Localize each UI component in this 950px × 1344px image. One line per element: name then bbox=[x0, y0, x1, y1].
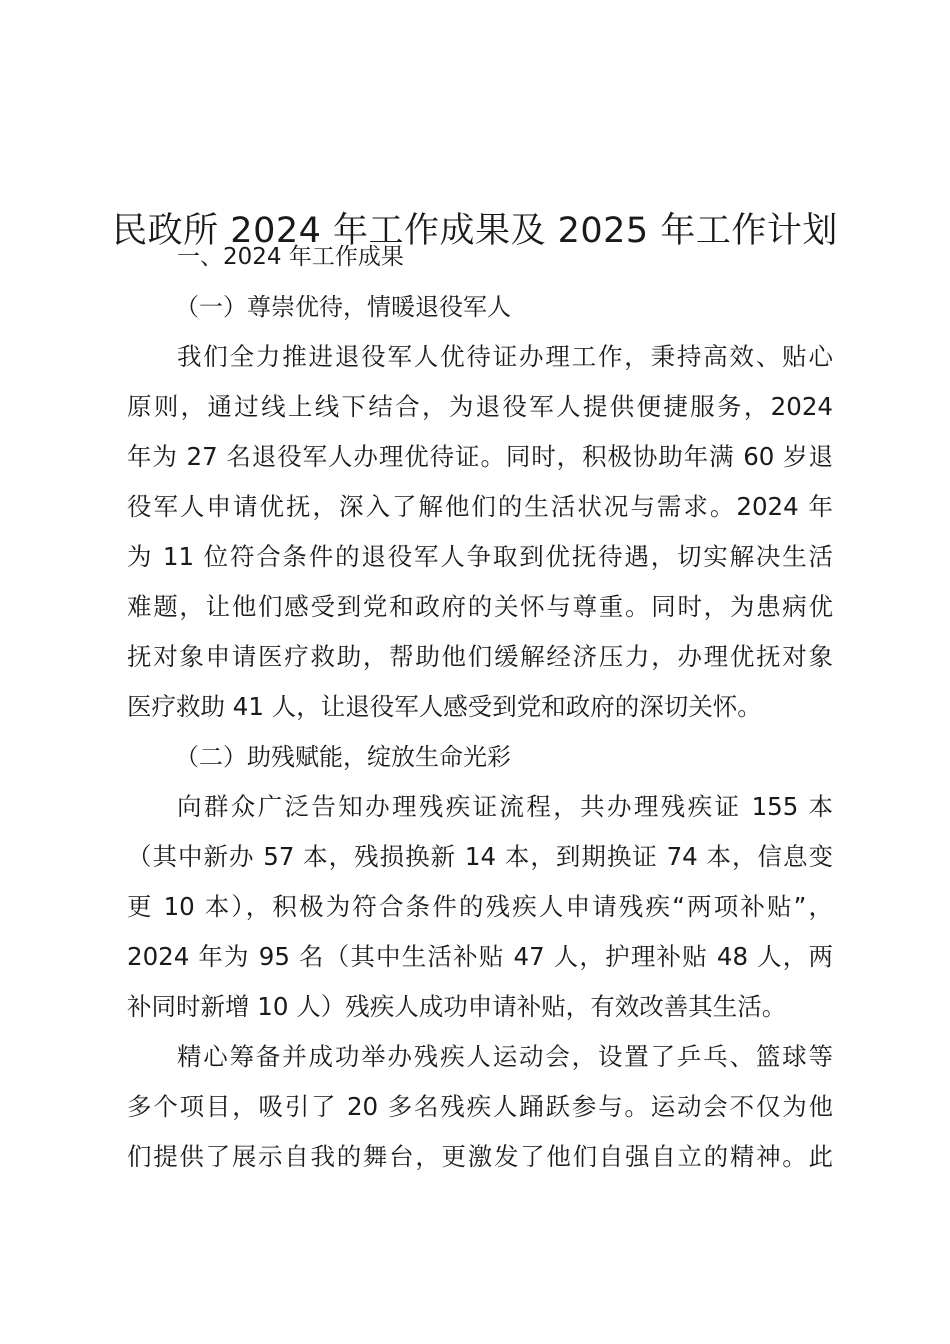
document-title: 民政所 2024 年工作成果及 2025 年工作计划 bbox=[112, 211, 838, 252]
paragraph-line: 难题，让他们感受到党和政府的关怀与尊重。同时，为患病优 bbox=[127, 592, 833, 621]
paragraph-line: 更 10 本），积极为符合条件的残疾人申请残疾“两项补贴”， bbox=[127, 892, 833, 921]
paragraph-disability-certificates bbox=[127, 782, 833, 1032]
paragraph-veterans bbox=[127, 332, 833, 732]
section-heading-1: 一、2024 年工作成果 bbox=[177, 244, 404, 270]
paragraph-line: 原则，通过线上线下结合，为退役军人提供便捷服务，2024 bbox=[127, 392, 833, 421]
document-body bbox=[127, 232, 833, 1182]
paragraph-line: 医疗救助 41 人，让退役军人感受到党和政府的深切关怀。 bbox=[127, 692, 762, 721]
subsection-heading-2: （二）助残赋能，绽放生命光彩 bbox=[175, 743, 511, 771]
paragraph-sports-meeting bbox=[127, 1032, 833, 1182]
paragraph-line: （其中新办 57 本，残损换新 14 本，到期换证 74 本，信息变 bbox=[127, 842, 833, 871]
paragraph-line: 向群众广泛告知办理残疾证流程，共办理残疾证 155 本 bbox=[177, 792, 833, 821]
paragraph-line: 为 11 位符合条件的退役军人争取到优抚待遇，切实解决生活 bbox=[127, 542, 833, 571]
paragraph-line: 精心筹备并成功举办残疾人运动会，设置了乒乓、篮球等 bbox=[177, 1042, 833, 1071]
paragraph-line: 役军人申请优抚，深入了解他们的生活状况与需求。2024 年 bbox=[127, 492, 833, 521]
subsection-heading-1: （一）尊崇优待，情暖退役军人 bbox=[175, 293, 511, 321]
paragraph-line: 补同时新增 10 人）残疾人成功申请补贴，有效改善其生活。 bbox=[127, 992, 787, 1021]
paragraph-line: 我们全力推进退役军人优待证办理工作，秉持高效、贴心 bbox=[177, 342, 833, 371]
paragraph-line: 抚对象申请医疗救助，帮助他们缓解经济压力，办理优抚对象 bbox=[127, 642, 833, 671]
paragraph-line: 们提供了展示自我的舞台，更激发了他们自强自立的精神。此 bbox=[127, 1142, 833, 1171]
paragraph-line: 年为 27 名退役军人办理优待证。同时，积极协助年满 60 岁退 bbox=[127, 442, 833, 471]
paragraph-line: 2024 年为 95 名（其中生活补贴 47 人，护理补贴 48 人，两 bbox=[127, 942, 833, 971]
paragraph-line: 多个项目，吸引了 20 多名残疾人踊跃参与。运动会不仅为他 bbox=[127, 1092, 833, 1121]
